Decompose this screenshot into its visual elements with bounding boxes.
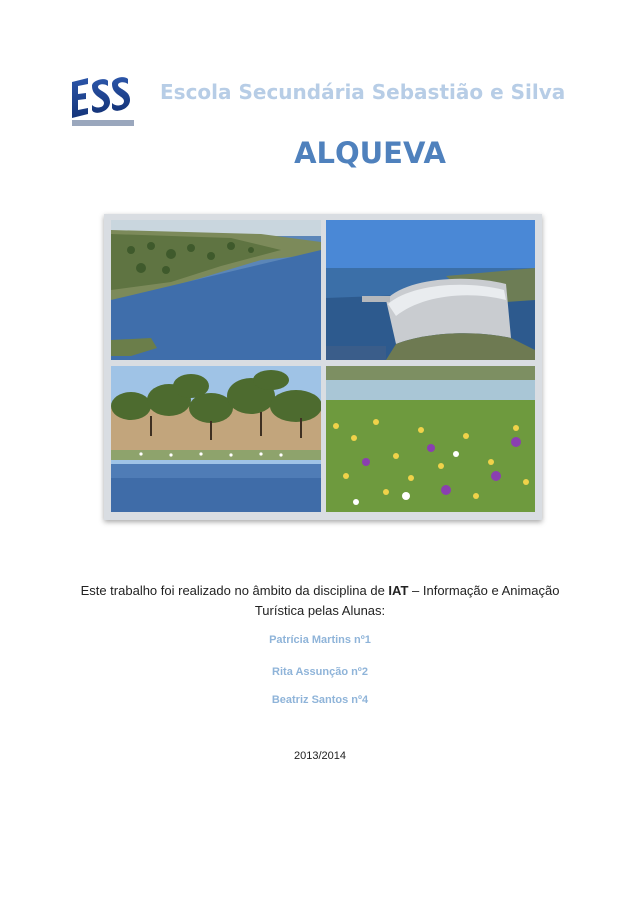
student-name: Beatriz Santos nº4 <box>271 694 369 706</box>
student-name: Rita Assunção nº2 <box>272 666 368 678</box>
description-text-after: – Informação e Animação Turística pelas Alunas: <box>254 583 560 618</box>
school-year: 2013/2014 <box>294 750 346 762</box>
oak-trees-shore-photo <box>111 366 321 512</box>
subject-code: IAT <box>388 583 409 598</box>
school-name: Escola Secundária Sebastião e Silva <box>160 80 566 104</box>
document-title: ALQUEVA <box>294 136 446 170</box>
student-name: Patrícia Martins nº1 <box>269 634 371 646</box>
wildflowers-photo <box>326 366 535 512</box>
photo-collage <box>104 214 542 520</box>
lake-landscape-photo <box>111 220 321 360</box>
school-logo <box>70 74 136 128</box>
dam-photo <box>326 220 535 360</box>
description-text-before: Este trabalho foi realizado no âmbito da disciplina de <box>80 583 389 598</box>
work-description <box>80 581 560 621</box>
essc-logo-icon <box>70 74 136 128</box>
